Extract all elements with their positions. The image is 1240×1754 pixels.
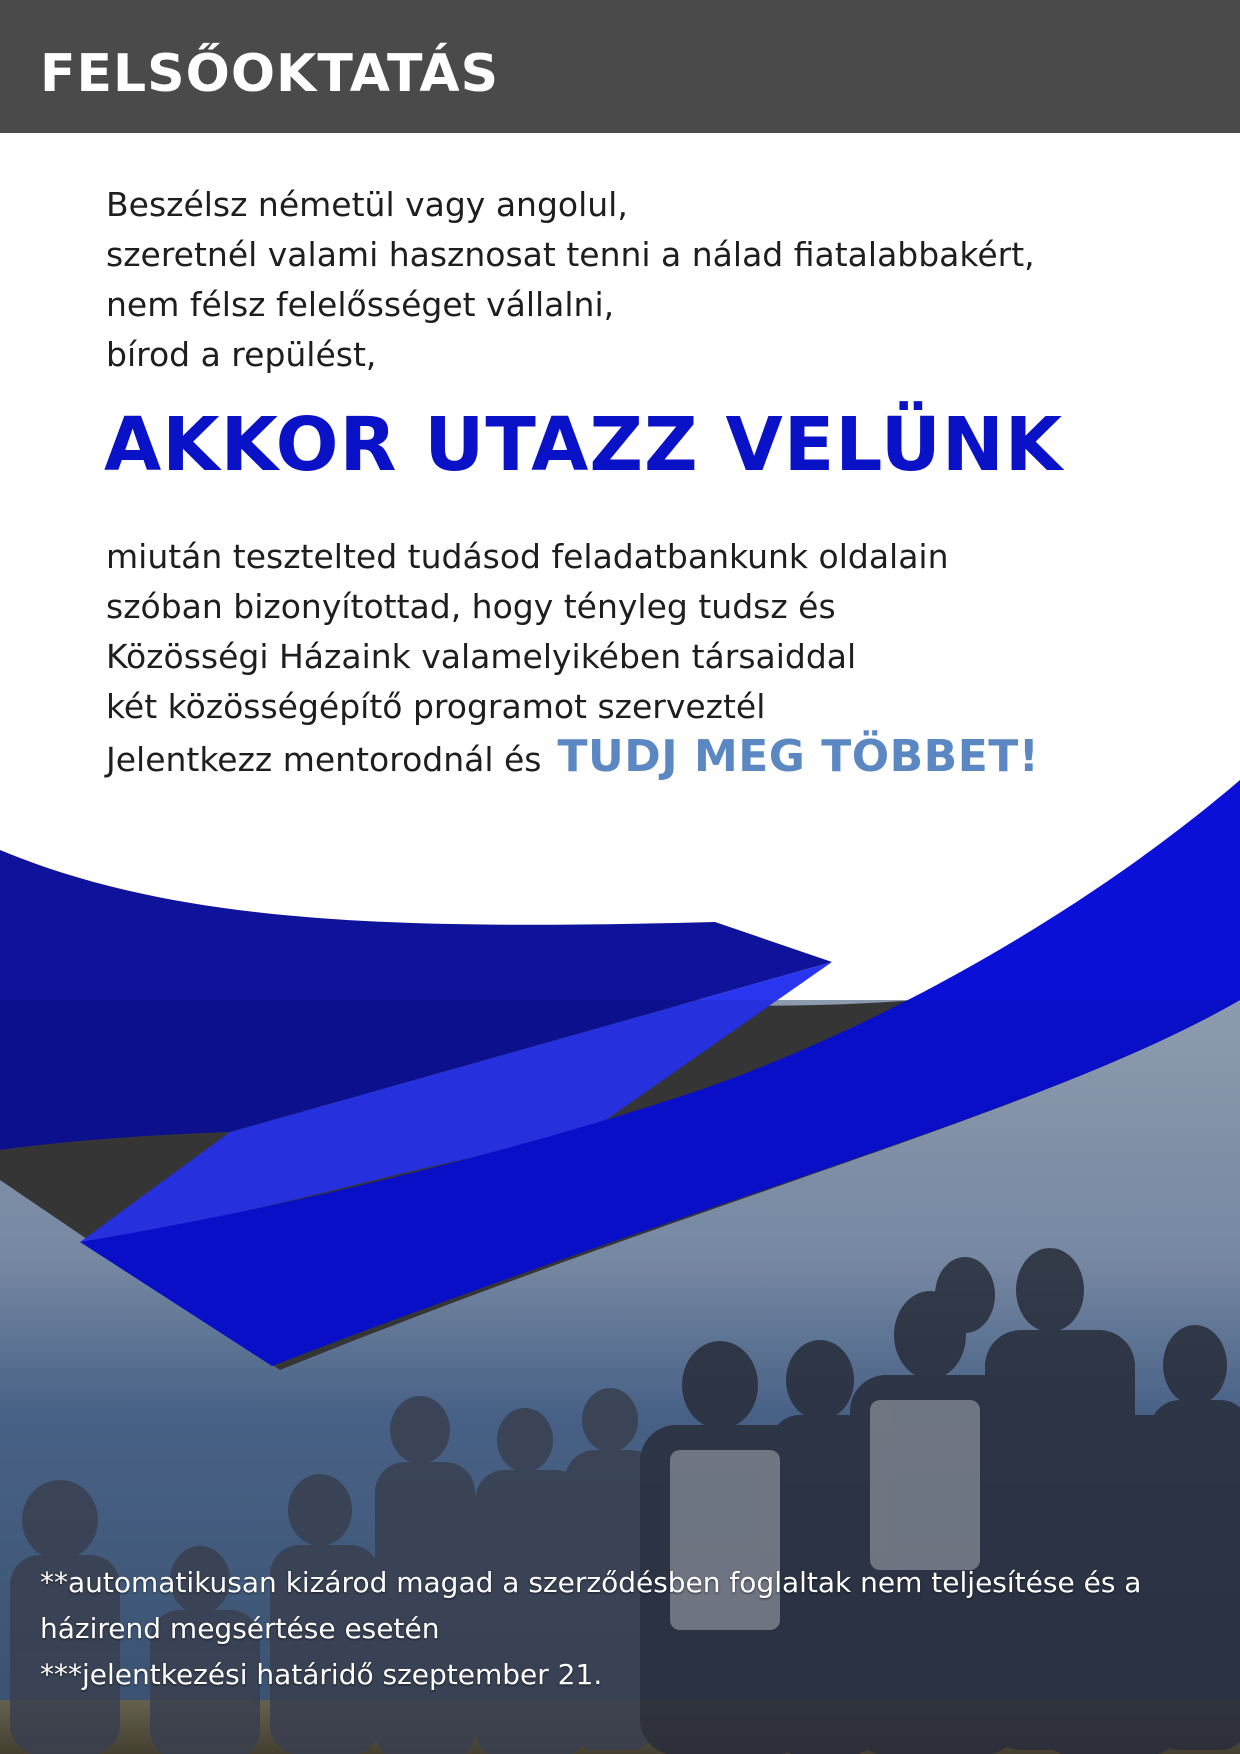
cta-text: Jelentkezz mentorodnál és <box>106 740 542 779</box>
intro-text <box>106 180 1035 380</box>
footnote-line: házirend megsértése esetén <box>40 1612 440 1645</box>
headline: AKKOR UTAZZ VELÜNK <box>104 402 1064 488</box>
header-bar <box>0 0 1240 133</box>
intro-line: nem félsz felelősséget vállalni, <box>106 285 615 324</box>
body-line: Közösségi Házaink valamelyikében társaiddal <box>106 637 857 676</box>
intro-line: bírod a repülést, <box>106 335 377 374</box>
body-line: szóban bizonyítottad, hogy tényleg tudsz és <box>106 587 836 626</box>
intro-line: szeretnél valami hasznosat tenni a nálad fiatalabbakért, <box>106 235 1035 274</box>
footnotes <box>40 1560 1220 1698</box>
body-line: miután tesztelted tudásod feladatbankunk oldalain <box>106 537 949 576</box>
footnote-line: **automatikusan kizárod magad a szerződésben foglaltak nem teljesítése és a <box>40 1566 1142 1599</box>
intro-line: Beszélsz németül vagy angolul, <box>106 185 628 224</box>
body-text <box>106 532 1039 785</box>
cta-line <box>106 732 1039 785</box>
cta-emphasis: TUDJ MEG TÖBBET! <box>557 731 1040 782</box>
page-title: FELSŐOKTATÁS <box>40 44 500 104</box>
footnote-line: ***jelentkezési határidő szeptember 21. <box>40 1658 603 1691</box>
body-line: két közösségépítő programot szerveztél <box>106 687 766 726</box>
